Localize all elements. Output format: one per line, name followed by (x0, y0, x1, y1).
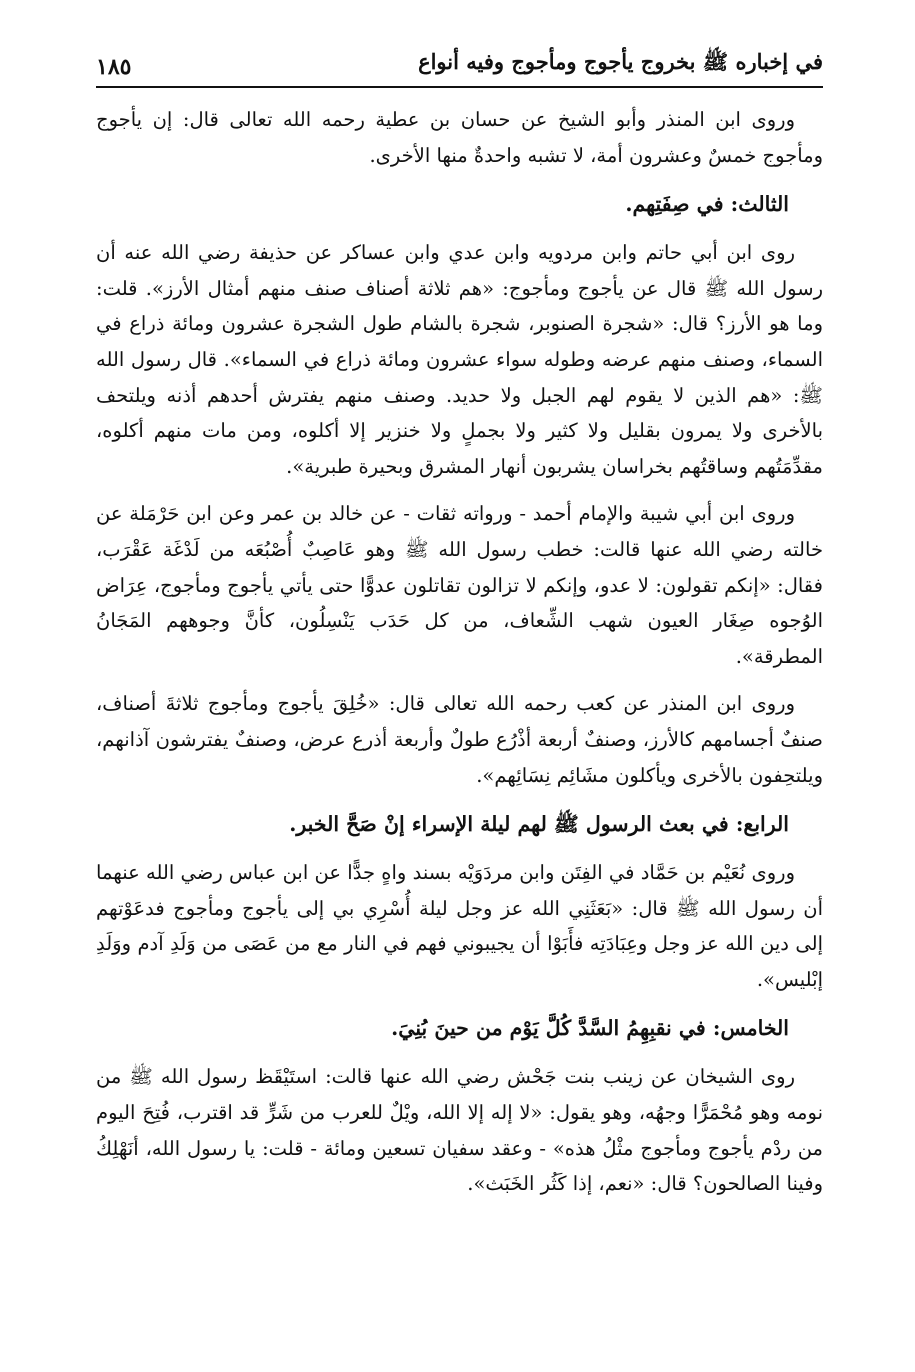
page-body (96, 102, 823, 1214)
section-title: في نقبِهِمُ السَّدَّ كُلَّ يَوْم من حينَ بُنِيَ. (391, 1016, 706, 1041)
section-label: الثالث: (730, 192, 789, 217)
paragraph: وروى ابن المنذر عن كعب رحمه الله تعالى قال: «خُلِقَ يأجوج ومأجوج ثلاثةَ أصناف، صنفٌ أجسامهم كالأرز، وصنفٌ أربعة أذْرُع طولٌ وأربعة أذرع عرض، وصنفٌ يفترشون آذانهم، ويلتحِفون بالأخرى ويأكلون مشَائِم نِسَائِهم». (96, 692, 823, 787)
section-title: في صِفَتِهم. (625, 192, 724, 217)
section-heading-fifth (96, 1009, 823, 1047)
chapter-title: في إخباره ﷺ بخروج يأجوج ومأجوج وفيه أنواع (418, 49, 823, 74)
paragraph: روى ابن أبي حاتم وابن مردويه وابن عدي وابن عساكر عن حذيفة رضي الله عنه أن رسول الله ﷺ قال عن يأجوج ومأجوج: «هم ثلاثة أصناف صنف منهم أمثال الأرز». قلت: وما هو الأرز؟ قال: «شجرة الصنوبر، شجرة بالشام طول الشجرة عشرون ومائة ذراع في السماء، وصنف منهم عرضه وطوله سواء عشرون ومائة ذراع في السماء». قال رسول الله ﷺ: «هم الذين لا يقوم لهم الجبل ولا حديد. وصنف منهم يفترش أحدهم أذنه ويلتحف بالأخرى ولا يمرون بقليل ولا كثير ولا بجملٍ ولا خنزير إلا أكلوه، ومن مات منهم أكلوه، مقدِّمَتُهم وساقتُهم بخراسان يشربون أنهار المشرق وبحيرة طبرية». (96, 241, 823, 478)
section-label: الخامس: (712, 1016, 789, 1041)
page-number: ١٨٥ (96, 54, 132, 80)
paragraph: وروى ابن أبي شيبة والإمام أحمد - ورواته ثقات - عن خالد بن عمر وعن ابن حَرْمَلة عن خالته رضي الله عنها قالت: خطب رسول الله ﷺ وهو عَاصِبٌ أُصْبُعَه من لَدْغَة عَقْرَب، فقال: «إنكم تقولون: لا عدو، وإنكم لا تزالون تقاتلون عدوًّا حتى يأتي يأجوج ومأجوج، عِرَاض الوُجوه صِغَار العيون شهب الشِّعاف، من كل حَدَب يَنْسِلُون، كأنَّ وجوههم المَجَانُ المطرقة». (96, 502, 823, 668)
paragraph: وروى نُعَيْم بن حَمَّاد في الفِتَن وابن مردَوَيْه بسند واهٍ جدًّا عن ابن عباس رضي الله عنهما أن رسول الله ﷺ قال: «بَعَثَنِي الله عز وجل ليلة أُسْرِي بي إلى يأجوج ومأجوج فدعَوْتهم إلى دين الله عز وجل وعِبَادَتِه فأَبَوْا أن يجيبوني فهم في النار مع من عَصَى من وَلَدِ آدم ووَلَدِ إبْليس». (96, 861, 823, 991)
section-heading-third (96, 185, 823, 223)
paragraph: روى الشيخان عن زينب بنت جَحْش رضي الله عنها قالت: استَيْقَظ رسول الله ﷺ من نومه وهو مُحْمَرًّا وجهُه، وهو يقول: «لا إله إلا الله، ويْلٌ للعرب من شَرٍّ قد اقترب، فُتِحَ اليوم من ردْم يأجوج ومأجوج مثْلُ هذه» - وعقد سفيان تسعين ومائة - قلت: يا رسول الله، أنَهْلِكُ وفينا الصالحون؟ قال: «نعم، إذا كَثُر الخَبَث». (96, 1065, 823, 1196)
section-label: الرابع: (735, 812, 789, 837)
section-title: في بعث الرسول ﷺ لهم ليلة الإسراء إنْ صَحَّ الخبر. (289, 812, 729, 837)
section-heading-fourth (96, 805, 823, 843)
paragraph: وروى ابن المنذر وأبو الشيخ عن حسان بن عطية رحمه الله تعالى قال: إن يأجوج ومأجوج خمسٌ وعشرون أمة، لا تشبه واحدةٌ منها الأخرى. (96, 108, 823, 167)
running-header (96, 36, 823, 88)
